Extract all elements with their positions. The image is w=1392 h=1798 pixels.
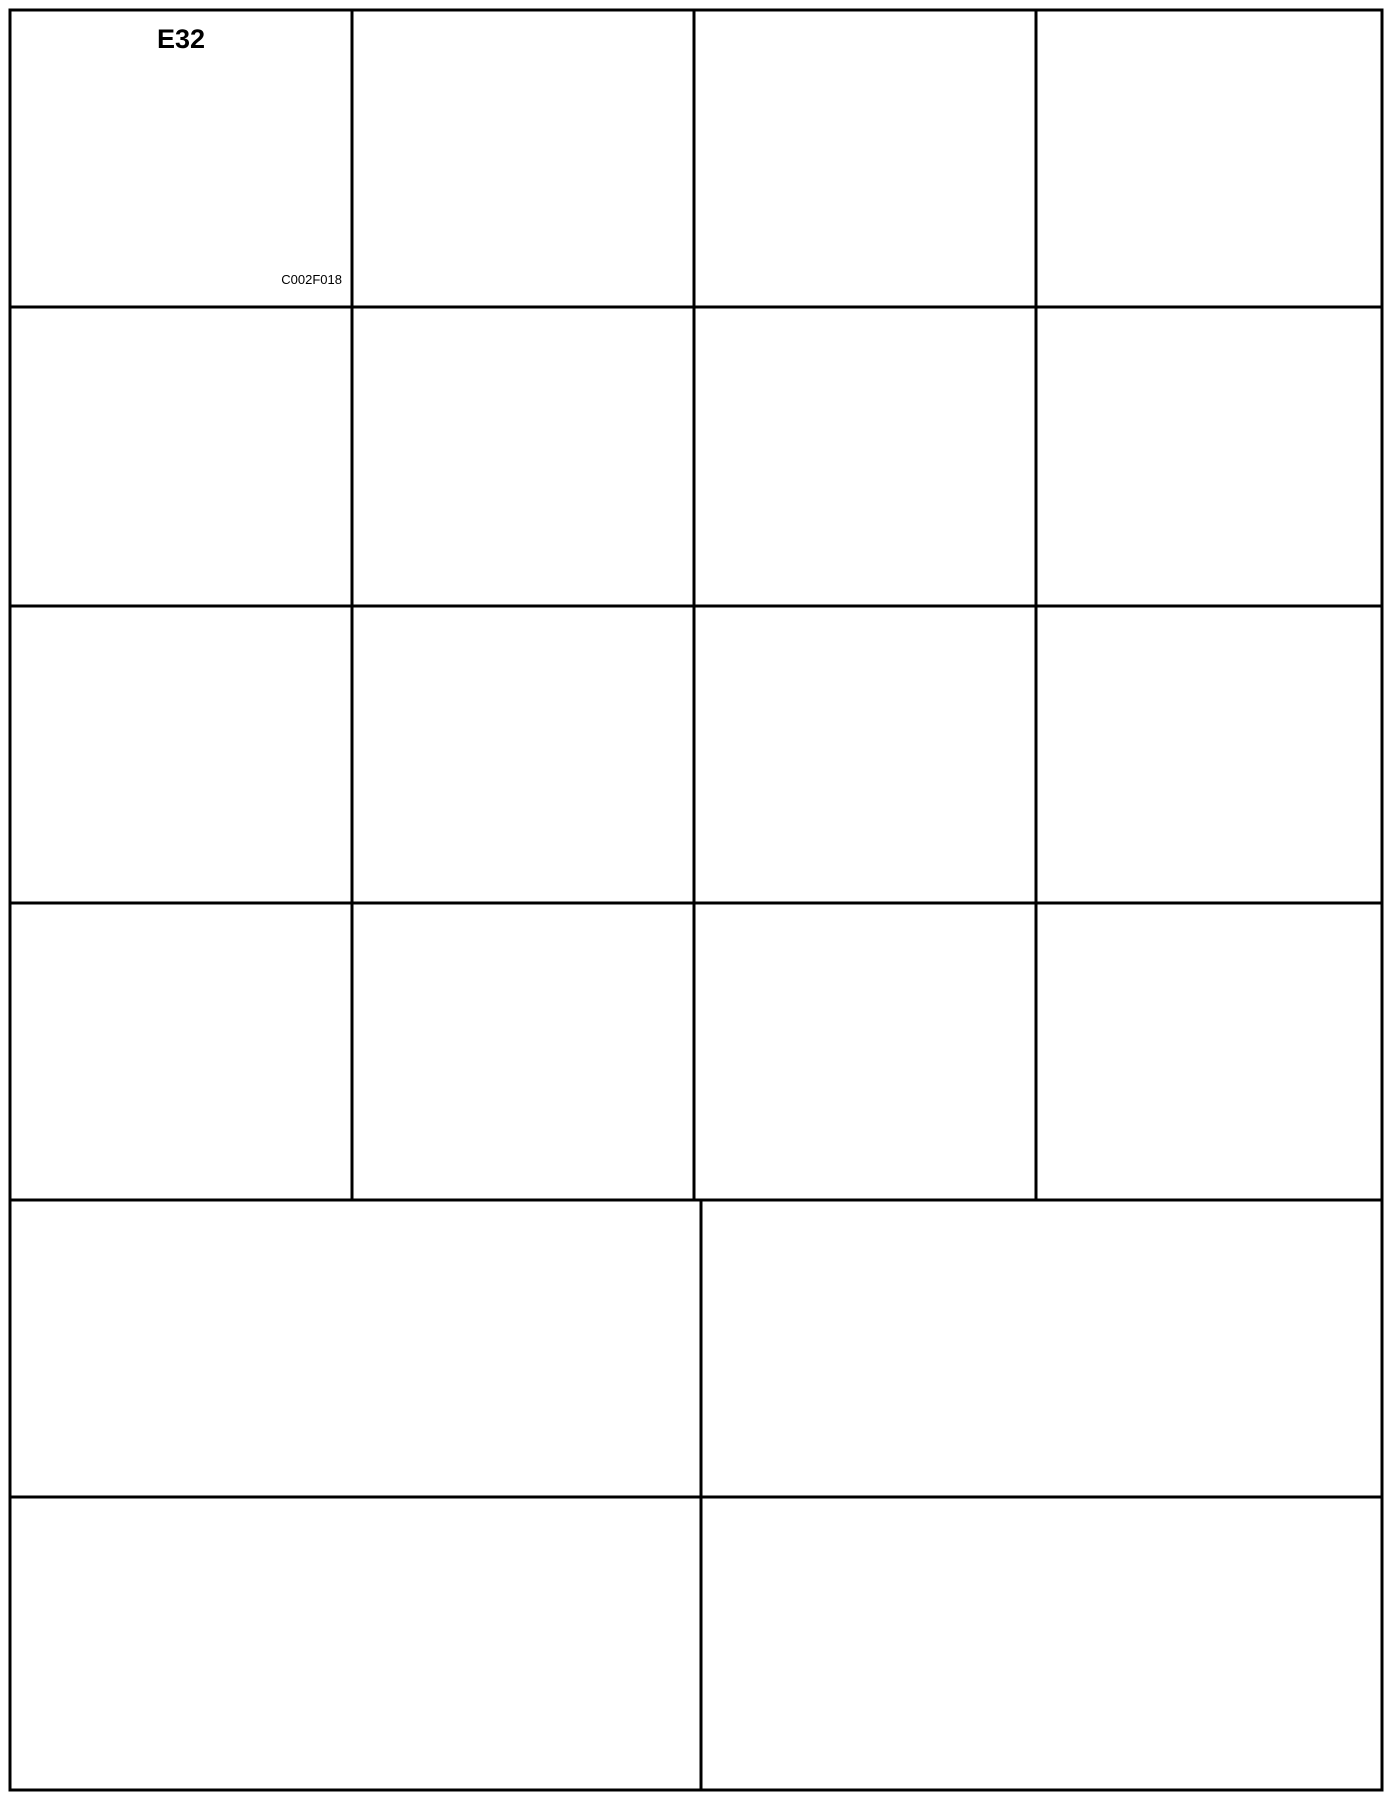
connector-face — [10, 10, 352, 307]
connector-cell-e32 — [10, 10, 352, 307]
connector-title: E32 — [156, 24, 206, 54]
part-code: C002F018 — [281, 272, 342, 287]
